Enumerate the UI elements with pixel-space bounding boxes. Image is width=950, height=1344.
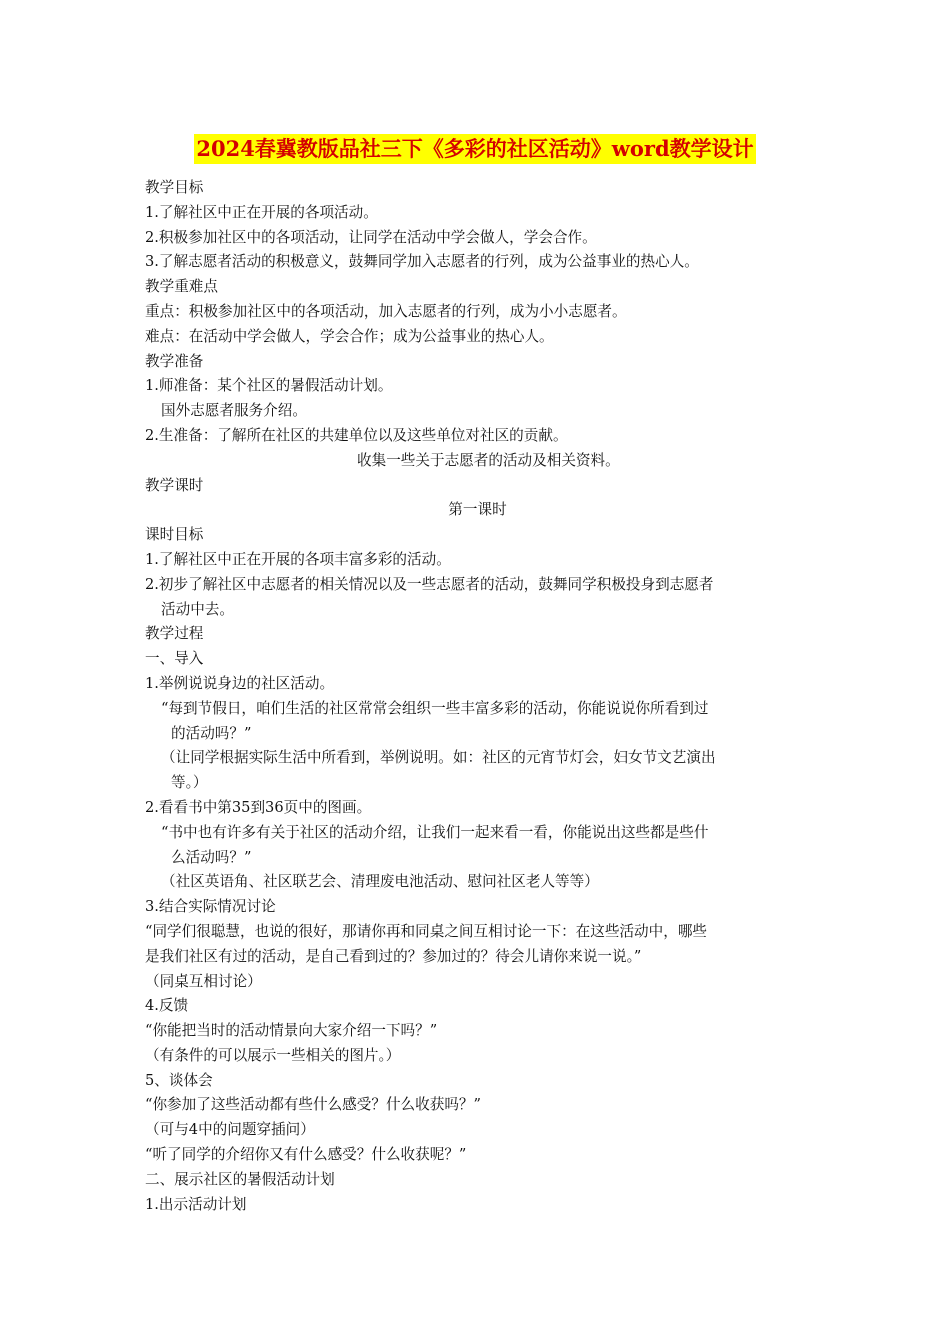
text-line: 教学过程 [145, 625, 204, 643]
title-container [0, 134, 950, 164]
text-line: 等。） [171, 774, 208, 792]
text-line: “书中也有许多有关于社区的活动介绍，让我们一起来看一看，你能说出这些都是些什 [161, 823, 709, 841]
text-line: 收集一些关于志愿者的活动及相关资料。 [357, 451, 620, 469]
text-line: 的活动吗？” [171, 724, 252, 742]
text-line: 活动中去。 [161, 600, 234, 618]
text-line: “每到节假日，咱们生活的社区常常会组织一些丰富多彩的活动，你能说说你所看到过 [161, 699, 709, 717]
text-line: （社区英语角、社区联艺会、清理废电池活动、慰问社区老人等等） [161, 873, 599, 891]
text-line: 1.了解社区中正在开展的各项活动。 [145, 203, 378, 221]
text-line: 教学课时 [145, 476, 204, 494]
text-line: 第一课时 [448, 501, 507, 519]
text-line: “你参加了这些活动都有些什么感受？什么收获吗？” [145, 1096, 481, 1114]
text-line: 2.积极参加社区中的各项活动，让同学在活动中学会做人，学会合作。 [145, 228, 597, 246]
text-line: 教学重难点 [145, 278, 218, 296]
text-line: 么活动吗？” [171, 848, 252, 866]
document-title: 2024春冀教版品社三下《多彩的社区活动》word教学设计 [194, 134, 755, 164]
text-line: 1.出示活动计划 [145, 1195, 247, 1213]
document-body [145, 176, 810, 1217]
text-line: 二、展示社区的暑假活动计划 [145, 1170, 335, 1188]
text-line: 教学目标 [145, 179, 204, 196]
text-line: （有条件的可以展示一些相关的图片。） [145, 1046, 401, 1064]
text-line: 是我们社区有过的活动，是自己看到过的？参加过的？待会儿请你来说一说。” [145, 947, 642, 965]
text-line: 4.反馈 [145, 997, 189, 1015]
text-line: 课时目标 [145, 526, 204, 544]
text-line: 国外志愿者服务介绍。 [161, 402, 307, 420]
text-line: 1.了解社区中正在开展的各项丰富多彩的活动。 [145, 550, 451, 568]
text-line: 一、导入 [145, 650, 204, 668]
text-line: “你能把当时的活动情景向大家介绍一下吗？” [145, 1022, 438, 1040]
text-line: （同桌互相讨论） [145, 972, 262, 990]
text-line: 1.举例说说身边的社区活动。 [145, 674, 335, 692]
text-line: 重点：积极参加社区中的各项活动，加入志愿者的行列，成为小小志愿者。 [145, 302, 627, 320]
text-line: 2.初步了解社区中志愿者的相关情况以及一些志愿者的活动，鼓舞同学积极投身到志愿者 [145, 575, 714, 593]
text-line: “听了同学的介绍你又有什么感受？什么收获呢？” [145, 1146, 467, 1164]
text-line: 5、谈体会 [145, 1071, 213, 1089]
text-line: 2.生准备：了解所在社区的共建单位以及这些单位对社区的贡献。 [145, 426, 568, 444]
text-line: （让同学根据实际生活中所看到，举例说明。如：社区的元宵节灯会，妇女节文艺演出 [161, 749, 716, 767]
text-line: 2.看看书中第35到36页中的图画。 [145, 798, 372, 816]
text-line: 教学准备 [145, 352, 204, 370]
text-line: 3.了解志愿者活动的积极意义，鼓舞同学加入志愿者的行列，成为公益事业的热心人。 [145, 253, 699, 271]
text-line: 1.师准备：某个社区的暑假活动计划。 [145, 377, 393, 395]
text-line: （可与4中的问题穿插问） [145, 1121, 315, 1139]
text-line: “同学们很聪慧，也说的很好，那请你再和同桌之间互相讨论一下：在这些活动中，哪些 [145, 922, 708, 940]
text-line: 难点：在活动中学会做人，学会合作；成为公益事业的热心人。 [145, 327, 554, 345]
text-line: 3.结合实际情况讨论 [145, 898, 276, 916]
